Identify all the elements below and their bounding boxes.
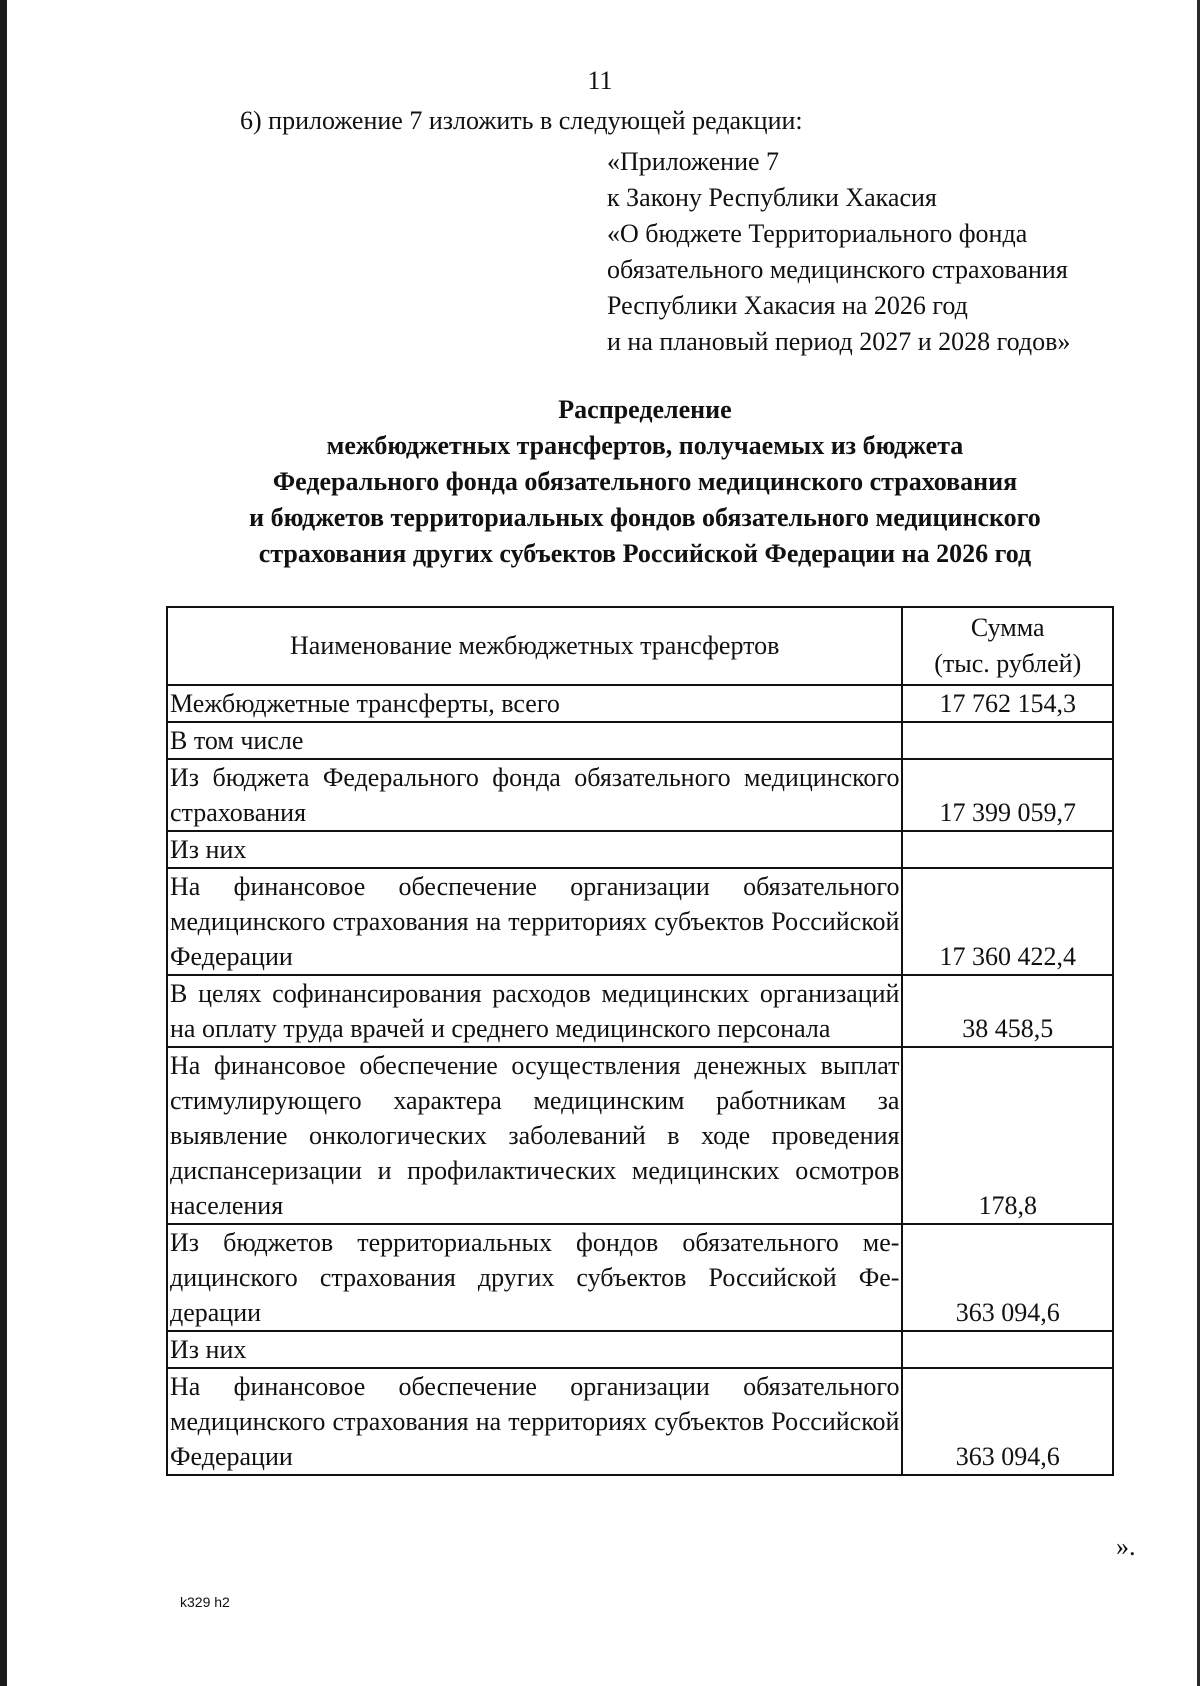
table-row xyxy=(167,1368,1113,1475)
appendix-line: обязательного медицинского страхования xyxy=(607,255,1068,284)
row-amount: 17 399 059,7 xyxy=(902,759,1113,831)
row-name: В том числе xyxy=(167,722,902,759)
table-row xyxy=(167,722,1113,759)
table-row xyxy=(167,975,1113,1047)
page-number: 11 xyxy=(587,66,613,95)
column-header-name: Наименование межбюджетных трансфертов xyxy=(167,607,902,685)
table-header-row xyxy=(167,607,1113,685)
closing-quote-mark: ». xyxy=(1116,1532,1136,1561)
row-name: Из бюджета Федерального фонда обязательного медицинского страхования xyxy=(167,759,902,831)
column-header-sum xyxy=(902,607,1113,685)
appendix-header xyxy=(607,144,1070,360)
row-name: На финансовое обеспечение организации обязательного медицинского страхования на территориях субъектов Российской Федерации xyxy=(167,1368,902,1475)
row-amount: 17 762 154,3 xyxy=(902,685,1113,722)
transfers-table xyxy=(166,606,1114,1476)
row-name: Из бюджетов территориальных фондов обязательного медицинского страхования других субъектов Российской Федерации xyxy=(167,1224,902,1331)
row-name: На финансовое обеспечение осуществления денежных выплат стимулирующего характера медицинским работникам за выявление онкологических заболеваний в ходе проведения диспансеризации и профилактических медицинских осмотров населения xyxy=(167,1047,902,1224)
row-amount: 38 458,5 xyxy=(902,975,1113,1047)
row-amount xyxy=(902,722,1113,759)
row-amount: 17 360 422,4 xyxy=(902,868,1113,975)
amendment-intro: 6) приложение 7 изложить в следующей редакции: xyxy=(240,106,803,135)
table-row xyxy=(167,868,1113,975)
appendix-line: «Приложение 7 xyxy=(607,147,780,176)
row-name: В целях софинансирования расходов медицинских организаций на оплату труда врачей и среднего медицинского персонала xyxy=(167,975,902,1047)
scan-left-edge xyxy=(0,0,7,1686)
appendix-line: к Закону Республики Хакасия xyxy=(607,183,937,212)
table-row xyxy=(167,831,1113,868)
table-row xyxy=(167,759,1113,831)
appendix-line: Республики Хакасия на 2026 год xyxy=(607,291,968,320)
table-row xyxy=(167,1047,1113,1224)
title-line: Федерального фонда обязательного медицинского страхования xyxy=(272,467,1018,496)
table-row xyxy=(167,1224,1113,1331)
row-amount: 363 094,6 xyxy=(902,1368,1113,1475)
row-amount: 363 094,6 xyxy=(902,1224,1113,1331)
column-header-sum-line: Сумма xyxy=(970,613,1045,642)
appendix-line: «О бюджете Территориального фонда xyxy=(607,219,1028,248)
title-line: межбюджетных трансфертов, получаемых из бюджета xyxy=(326,431,964,460)
title-line: Распределение xyxy=(558,395,732,424)
row-amount xyxy=(902,1331,1113,1368)
column-header-sum-unit: (тыс. рублей) xyxy=(934,649,1082,678)
row-amount: 178,8 xyxy=(902,1047,1113,1224)
table-row xyxy=(167,1331,1113,1368)
document-code: k329 h2 xyxy=(180,1594,230,1610)
row-amount xyxy=(902,831,1113,868)
table-row xyxy=(167,685,1113,722)
row-name: Из них xyxy=(167,831,902,868)
row-name: Межбюджетные трансферты, всего xyxy=(167,685,902,722)
document-title xyxy=(140,392,1150,572)
row-name: Из них xyxy=(167,1331,902,1368)
title-line: страхования других субъектов Российской Федерации на 2026 год xyxy=(258,539,1032,568)
appendix-line: и на плановый период 2027 и 2028 годов» xyxy=(607,327,1071,356)
row-name: На финансовое обеспечение организации обязательного медицинского страхования на территориях субъектов Российской Федерации xyxy=(167,868,902,975)
title-line: и бюджетов территориальных фондов обязательного медицинского xyxy=(249,503,1041,532)
